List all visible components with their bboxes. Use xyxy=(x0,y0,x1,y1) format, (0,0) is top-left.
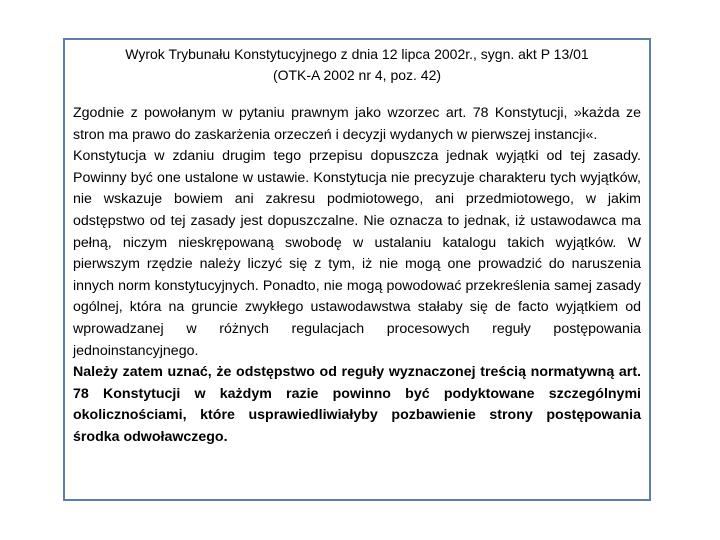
document-frame xyxy=(63,38,651,501)
paragraph-2: Konstytucja w zdaniu drugim tego przepisu dopuszcza jednak wyjątki od tej zasady. Powinny być one ustalone w ustawie. Konstytucja nie precyzuje charakteru tych wyjątków, nie wskazuje bowiem ani zakresu podmiotowego, ani przedmiotowego, w jakim odstępstwo od tej zasady jest dopuszczalne. Nie oznacza to jednak, iż ustawodawca ma pełną, niczym nieskrępowaną swobodę w ustalaniu katalogu takich wyjątków. W pierwszym rzędzie należy liczyć się z tym, iż nie mogą one prowadzić do naruszenia innych norm konstytucyjnych. Ponadto, nie mogą powodować przekreślenia samej zasady ogólnej, która na gruncie zwykłego ustawodawstwa stałaby się de facto wyjątkiem od wprowadzanej w różnych regulacjach procesowych reguły postępowania jednoinstancyjnego. xyxy=(73,148,641,359)
document-body xyxy=(73,103,641,449)
document-header xyxy=(73,44,641,86)
paragraph-1: Zgodnie z powołanym w pytaniu prawnym jako wzorzec art. 78 Konstytucji, »każda ze stron ma prawo do zaskarżenia orzeczeń i decyzji wydanych w pierwszej instancji«. xyxy=(73,105,641,143)
paragraph-3-bold: Należy zatem uznać, że odstępstwo od reguły wyznaczonej treścią normatywną art. 78 Konstytucji w każdym razie powinno być podyktowane szczególnymi okolicznościami, które usprawiedliwiałyby pozbawienie strony postępowania środka odwoławczego. xyxy=(73,364,641,445)
header-line-2: (OTK-A 2002 nr 4, poz. 42) xyxy=(272,67,442,83)
header-line-1: Wyrok Trybunału Konstytucyjnego z dnia 12 lipca 2002r., sygn. akt P 13/01 xyxy=(125,46,589,62)
